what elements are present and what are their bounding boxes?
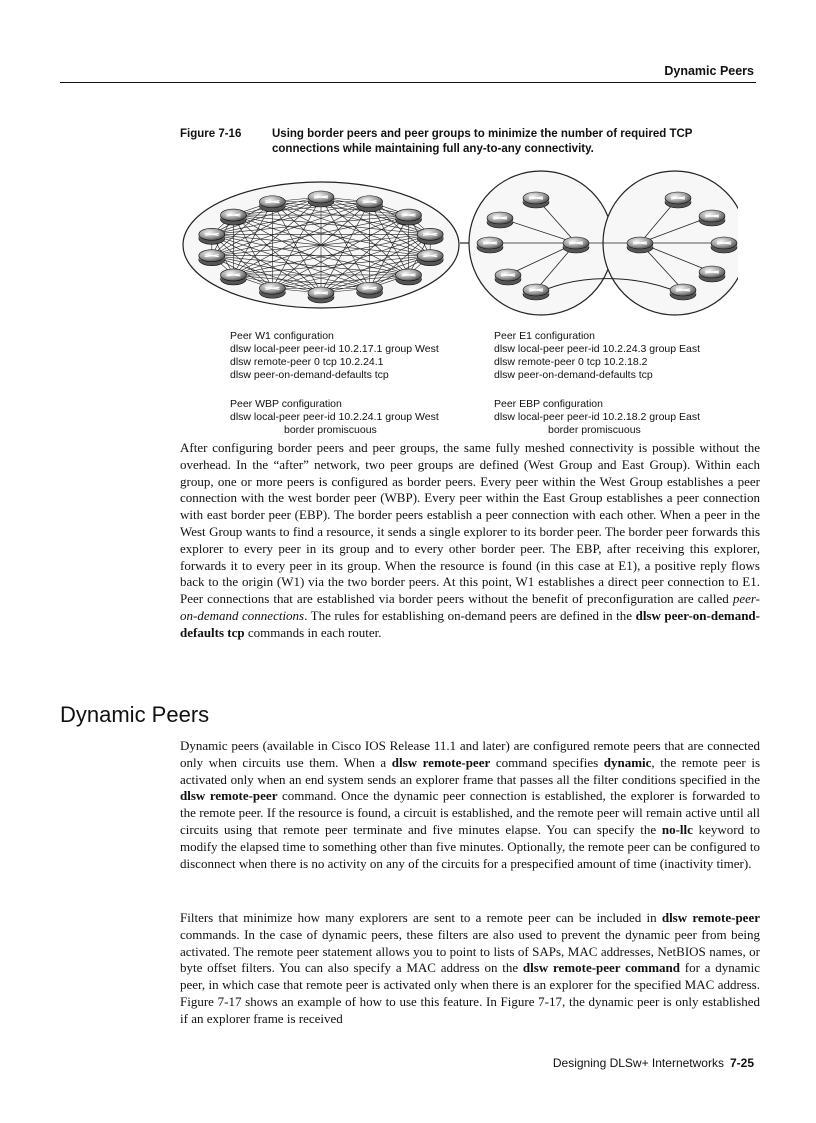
text-run: commands. In the case of dynamic peers, these filters are also used to prevent the dynamic peer from being activated. The remote peer statement allows you to point to lists of SAPs, MAC addresses, NetBIOS names, or byte offset filters. You can also specify a MAC address on the (180, 926, 760, 976)
router-icon (417, 250, 443, 266)
router-icon (357, 282, 383, 298)
router-icon (627, 237, 653, 253)
config-line: dlsw local-peer peer-id 10.2.24.1 group West (230, 411, 439, 423)
config-title: Peer E1 configuration (494, 330, 595, 342)
text-run: . The rules for establishing on-demand peers are defined in the (304, 607, 636, 623)
after-network (469, 171, 738, 315)
router-icon (487, 212, 513, 228)
bold-command: dlsw remote-peer (661, 910, 760, 925)
bold-keyword: dynamic (603, 754, 652, 770)
text-run: Dynamic peers (available in Cisco IOS Release 11.1 and later) are configured remote peers that are connected only when circuits use them. When a (180, 738, 760, 770)
config-line: dlsw local-peer peer-id 10.2.24.3 group East (494, 343, 701, 355)
running-header-title: Dynamic Peers (664, 64, 754, 78)
peer-w1-config (230, 330, 439, 382)
router-icon (495, 269, 521, 285)
figure-number: Figure 7-16 (180, 128, 242, 140)
footer-book-title: Designing DLSw+ Internetworks (552, 1056, 724, 1070)
config-title: Peer WBP configuration (230, 398, 342, 410)
router-icon (308, 191, 334, 207)
bold-keyword: no-llc (661, 821, 693, 837)
router-icon (396, 269, 422, 285)
peer-e1-config (494, 330, 700, 382)
figure-caption-text: Using border peers and peer groups to minimize the number of required TCP connections while maintaining full any-to-any connectivity. (272, 128, 693, 155)
paragraph-filters (180, 910, 760, 1028)
router-icon (259, 282, 285, 298)
bold-command: dlsw remote-peer (391, 754, 491, 770)
bold-command: dlsw remote-peer (180, 788, 278, 804)
router-icon (199, 250, 225, 266)
peer-ebp-config (494, 398, 700, 437)
router-icon (308, 287, 334, 303)
router-icon (711, 237, 737, 253)
router-icon (477, 237, 503, 253)
config-title: Peer W1 configuration (230, 330, 334, 342)
peer-wbp-config (230, 398, 439, 437)
text-run: keyword to modify the elapsed time to something other than five minutes. Optionally, the remote peer can be configured to disconnect when there is no activity on any of the circuits for a prespecified amount of time (inactivity timer). (180, 821, 760, 871)
router-icon (357, 196, 383, 212)
config-line: border promiscuous (548, 424, 641, 436)
config-line: dlsw remote-peer 0 tcp 10.2.24.1 (230, 356, 384, 368)
config-line: dlsw remote-peer 0 tcp 10.2.18.2 (494, 356, 648, 368)
section-title: Dynamic Peers (60, 702, 210, 727)
config-title: Peer EBP configuration (494, 398, 603, 410)
router-icon (396, 209, 422, 225)
text-run: Filters that minimize how many explorers are sent to a remote peer can be included in (180, 910, 662, 925)
footer-page-number: 7-25 (729, 1056, 754, 1070)
italic-term: peer-on-demand connections (180, 591, 760, 623)
router-icon (417, 228, 443, 244)
text-run: command specifies (490, 754, 604, 770)
config-line: dlsw local-peer peer-id 10.2.17.1 group West (230, 343, 439, 355)
text-run: After configuring border peers and peer groups, the same fully meshed connectivity is possible without the overhead. In the “after” network, two peer groups are defined (West Group and East Group). Within each group, one or more peers is configured as border peers. Every peer within the West Group establishes a peer connection with the west border peer (WBP). Every peer within the East Group establishes a peer connection with east border peer (EBP). The border peers establish a peer connection with each other. When a peer in the West Group wants to find a resource, it sends a single explorer to its border peer. The border peer forwards this explorer to every peer in its group and to every other border peer. The EBP, after receiving this explorer, forwards it to every peer in its group. When the resource is found (in this case at E1), a positive reply flows back to the origin (W1) via the two border peers. At this point, W1 establishes a direct peer connection to E1. Peer connections that are established via border peers without the benefit of preconfiguration are called (180, 440, 760, 607)
router-icon (220, 269, 246, 285)
router-icon (523, 192, 549, 208)
router-icon (220, 209, 246, 225)
text-run: commands in each router. (244, 624, 382, 640)
config-line: border promiscuous (284, 424, 377, 436)
bold-command: dlsw remote-peer command (522, 960, 681, 976)
config-line: dlsw peer-on-demand-defaults tcp (494, 369, 653, 381)
router-icon (523, 284, 549, 300)
paragraph-border-peers (180, 440, 760, 642)
peer-groups-diagram (178, 170, 738, 322)
router-icon (563, 237, 589, 253)
page-footer (553, 1056, 754, 1070)
paragraph-dynamic-peers (180, 738, 760, 872)
router-icon (199, 228, 225, 244)
text-run: , the remote peer is activated only when an end system sends an explorer frame that passes all the filter conditions specified in the (180, 754, 761, 787)
router-icon (699, 266, 725, 282)
bold-command: dlsw peer-on-demand-defaults tcp (180, 607, 760, 640)
router-icon (259, 196, 285, 212)
text-run: command. Once the dynamic peer connection is established, the explorer is forwarded to the remote peer. If the resource is found, a circuit is established, and the remote peer will remain active until all circuits using that remote peer terminate and five minutes elapse. You can specify the (180, 788, 760, 837)
header-rule (60, 82, 756, 83)
config-line: dlsw local-peer peer-id 10.2.18.2 group East (494, 411, 701, 423)
router-icon (699, 210, 725, 226)
before-network (183, 182, 459, 308)
text-run: for a dynamic peer, in which case that remote peer is activated only when there is an explorer for the specified MAC address. Figure 7-17 shows an example of how to use this feature. In Figure 7-17, the dynamic peer is only established if an explorer frame is received (180, 960, 761, 1026)
router-icon (665, 192, 691, 208)
router-icon (670, 284, 696, 300)
config-line: dlsw peer-on-demand-defaults tcp (230, 369, 389, 381)
